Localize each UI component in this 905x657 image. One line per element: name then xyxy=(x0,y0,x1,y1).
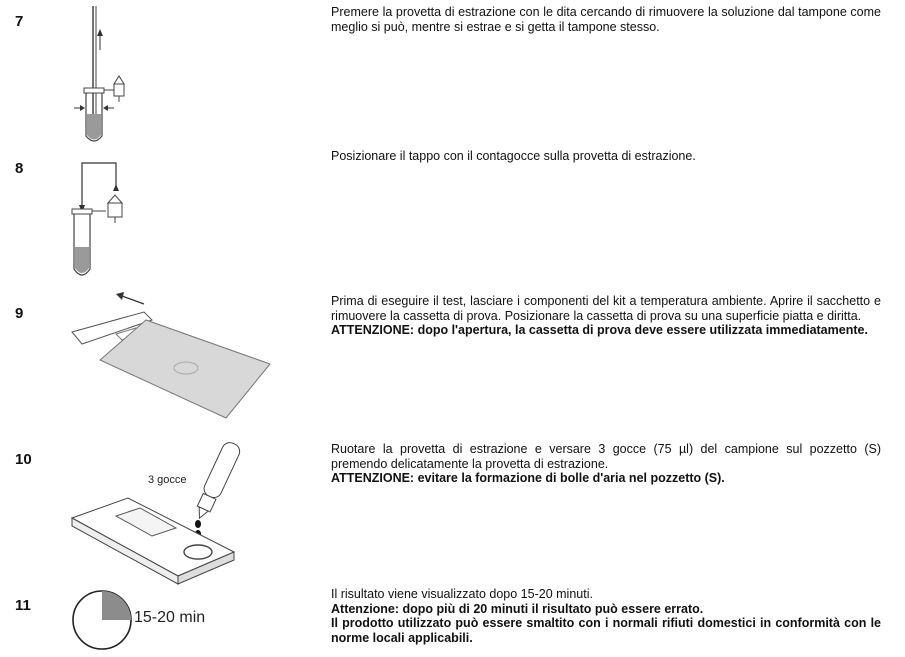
step-9-warning: ATTENZIONE: dopo l'apertura, la cassetta di prova deve essere utilizzata immediatamente. xyxy=(331,323,868,337)
timer-label: 15-20 min xyxy=(134,609,206,626)
open-pouch-illustration xyxy=(66,290,276,420)
swab-extraction-illustration xyxy=(70,4,160,154)
step-7-line-1: Premere la provetta di estrazione con le dita cercando di rimuovere la soluzione dal tampone come meglio si può, mentre si estrae e si getta il tampone stesso. xyxy=(331,5,881,34)
step-7-text xyxy=(331,5,881,34)
step-8-text xyxy=(331,149,881,164)
step-10-line-1: Ruotare la provetta di estrazione e versare 3 gocce (75 µl) del campione sul pozzetto (S) premendo delicatamente la provetta di estrazione. xyxy=(331,442,881,471)
cap-on-tube-illustration xyxy=(68,155,148,285)
step-number: 9 xyxy=(15,305,24,322)
timer-illustration xyxy=(70,588,220,654)
step-8-line-1: Posizionare il tappo con il contagocce sulla provetta di estrazione. xyxy=(331,149,696,163)
step-11-warning: Attenzione: dopo più di 20 minuti il risultato può essere errato. xyxy=(331,601,704,616)
step-9-text xyxy=(331,294,881,338)
step-number: 10 xyxy=(15,451,32,468)
step-11-line-1: Il risultato viene visualizzato dopo 15-20 minuti. xyxy=(331,587,593,601)
step-number: 11 xyxy=(15,597,31,614)
step-11-text xyxy=(331,587,881,645)
step-11-disposal: Il prodotto utilizzato può essere smaltito con i normali rifiuti domestici in conformità con le norme locali applicabili. xyxy=(331,616,881,645)
add-drops-illustration xyxy=(68,436,248,586)
drops-label: 3 gocce xyxy=(148,474,187,486)
step-9-line-1: Prima di eseguire il test, lasciare i componenti del kit a temperatura ambiente. Aprire il sacchetto e rimuovere la cassetta di prova. Posizionare la cassetta di prova su una superficie piatta e diritta. xyxy=(331,294,881,323)
step-number: 7 xyxy=(15,13,24,30)
step-number: 8 xyxy=(15,160,24,177)
step-10-text xyxy=(331,442,881,486)
step-10-warning: ATTENZIONE: evitare la formazione di bolle d'aria nel pozzetto (S). xyxy=(331,471,725,485)
